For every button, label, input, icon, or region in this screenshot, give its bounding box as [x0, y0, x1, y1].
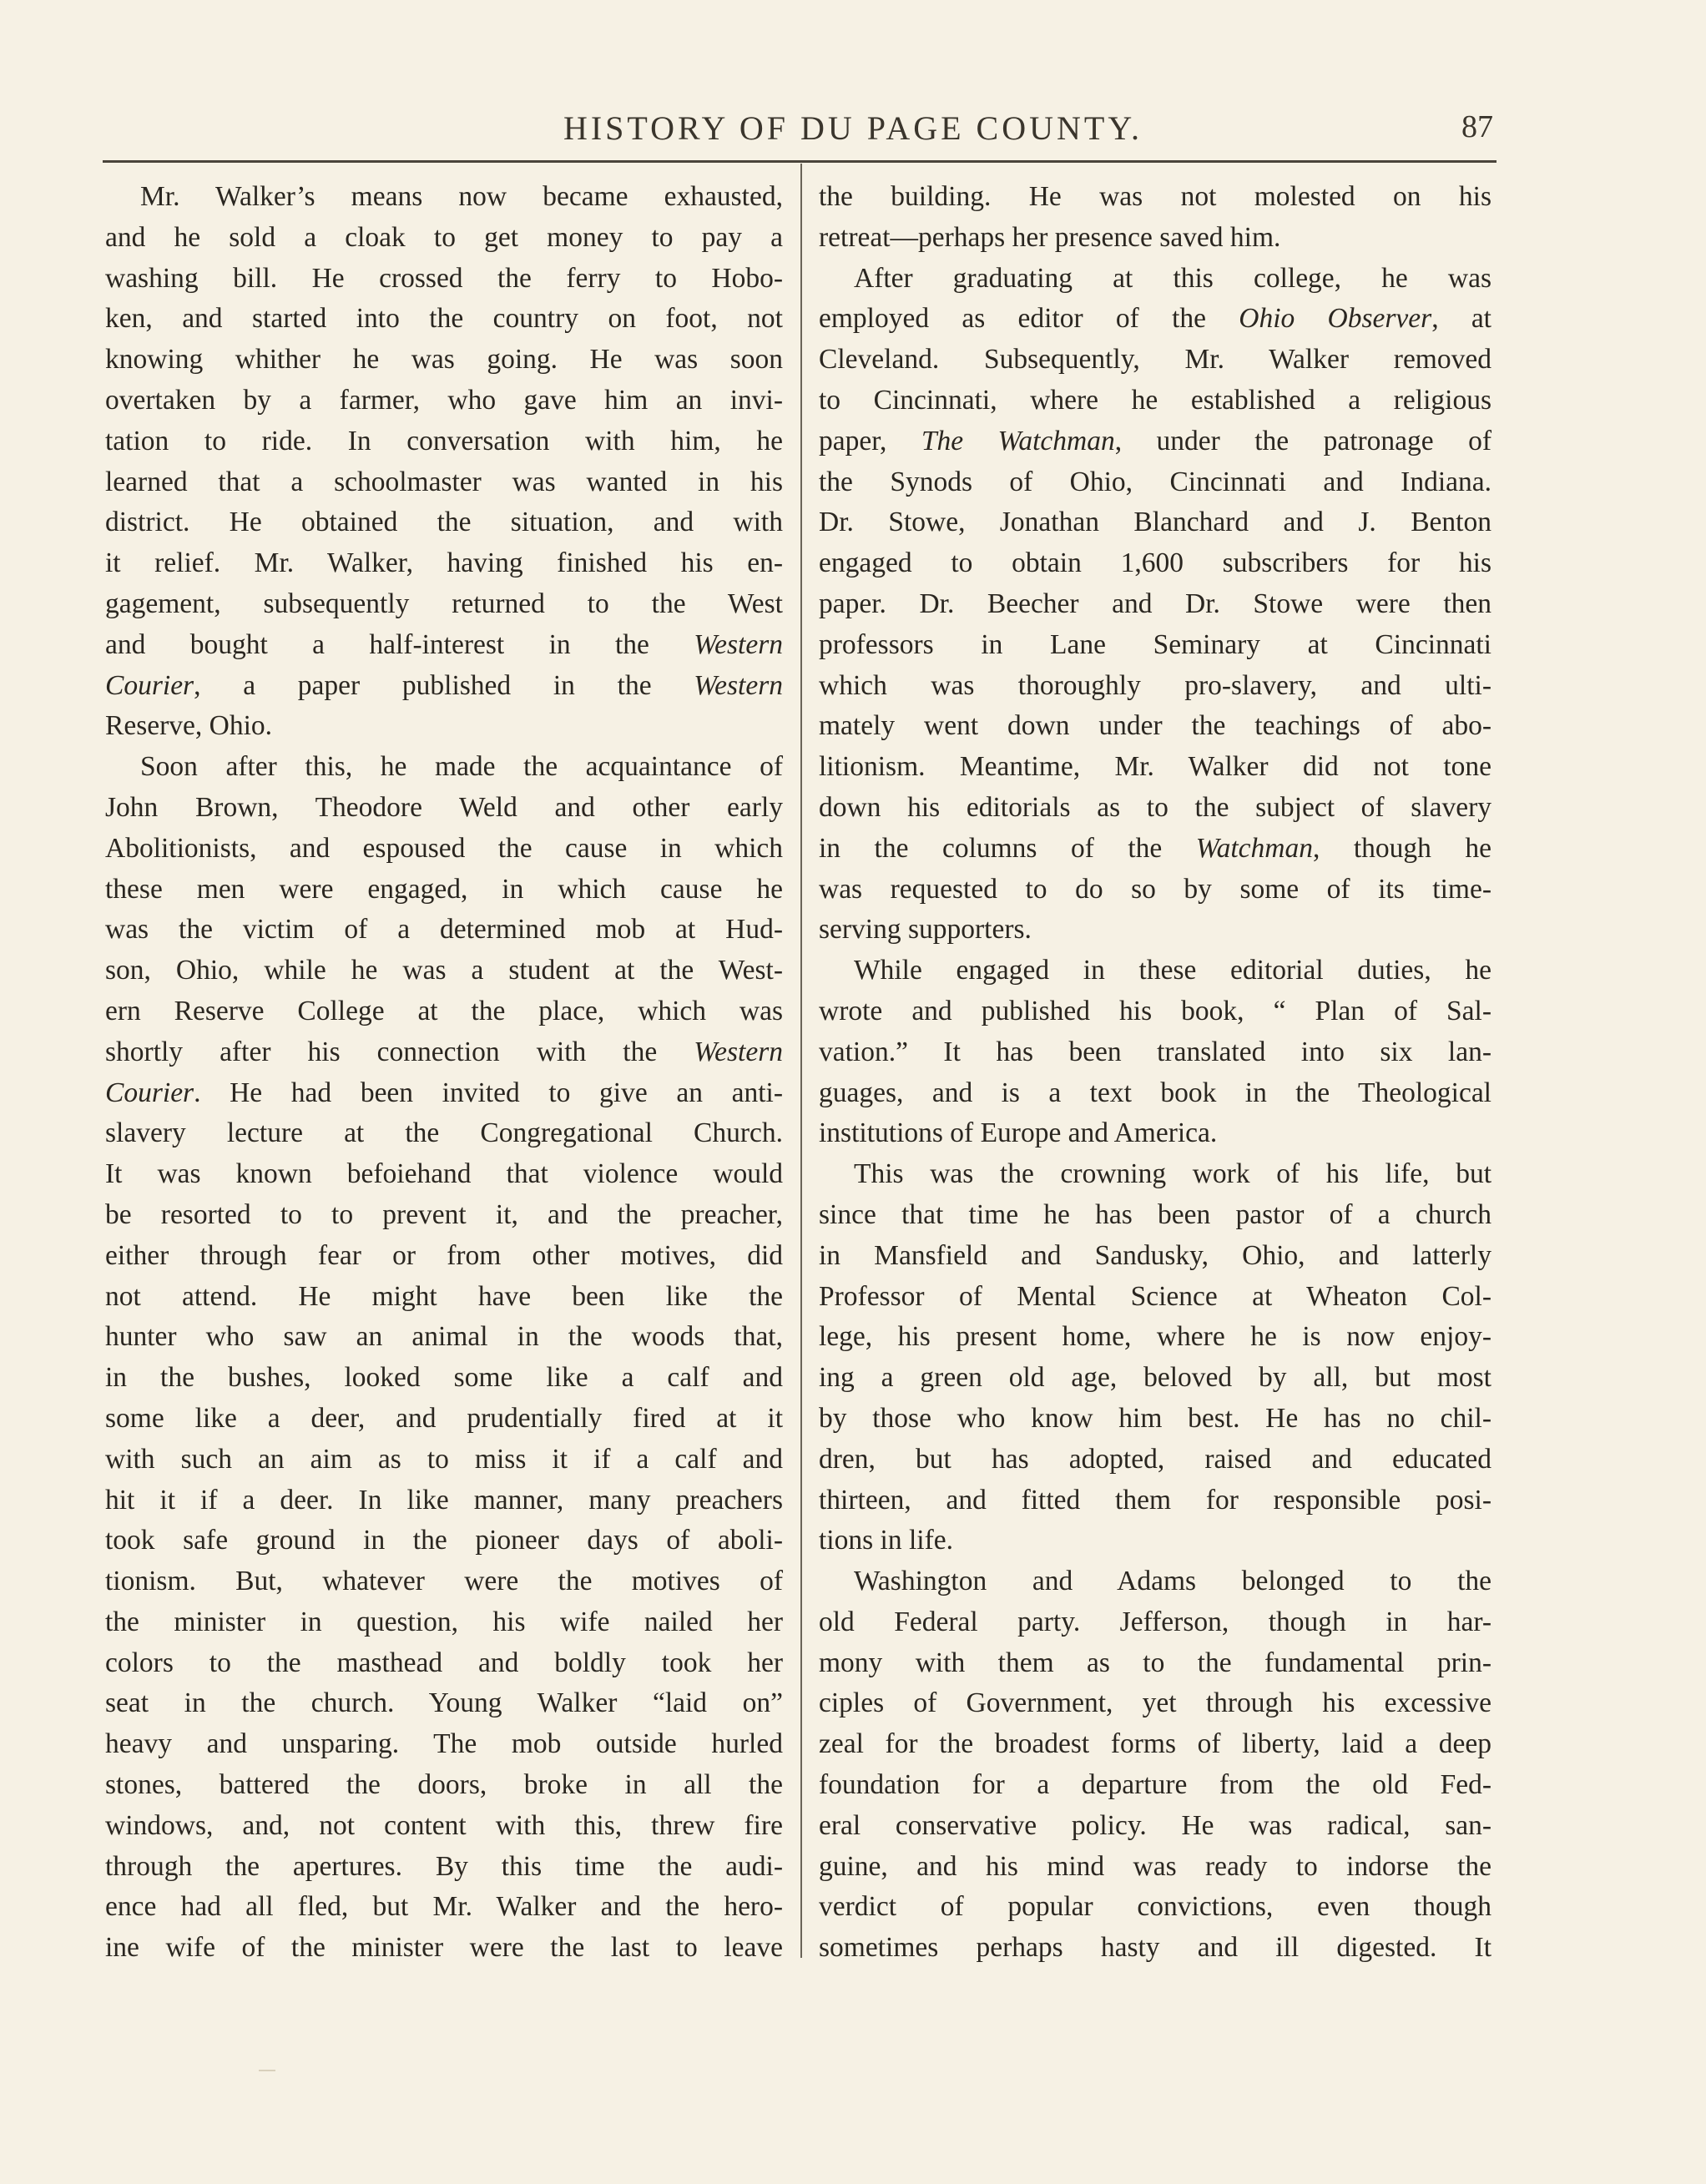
text-line: and he sold a cloak to get money to pay a: [105, 221, 783, 253]
text-line: in Mansfield and Sandusky, Ohio, and latterly: [819, 1239, 1491, 1271]
text-line: was the victim of a determined mob at Hud-: [105, 914, 783, 946]
text-line: employed as editor of the Ohio Observer, at: [819, 303, 1491, 335]
text-line: shortly after his connection with the Western: [105, 1036, 783, 1067]
text-line: sometimes perhaps hasty and ill digested. It: [819, 1932, 1491, 1964]
text-line: son, Ohio, while he was a student at the West-: [105, 955, 783, 986]
text-line: the building. He was not molested on his: [819, 181, 1491, 212]
text-line: stones, battered the doors, broke in all the: [105, 1769, 783, 1801]
text-line: thirteen, and fitted them for responsible posi-: [819, 1484, 1491, 1516]
text-line: ken, and started into the country on foot, not: [105, 303, 783, 335]
text-line: Abolitionists, and espoused the cause in which: [105, 832, 783, 864]
text-line: ern Reserve College at the place, which was: [105, 995, 783, 1026]
text-line: Mr. Walker’s means now became exhausted,: [140, 181, 783, 212]
text-line: vation.” It has been translated into six lan-: [819, 1036, 1491, 1067]
text-line: learned that a schoolmaster was wanted in his: [105, 466, 783, 497]
text-line: it relief. Mr. Walker, having finished his en-: [105, 547, 783, 579]
text-line: tation to ride. In conversation with him, he: [105, 425, 783, 456]
text-line: foundation for a departure from the old Fed-: [819, 1769, 1491, 1801]
text-line: It was known befoiehand that violence would: [105, 1158, 783, 1190]
text-line: which was thoroughly pro-slavery, and ulti-: [819, 669, 1491, 701]
text-line: institutions of Europe and America.: [819, 1117, 1218, 1149]
text-line: gagement, subsequently returned to the West: [105, 588, 783, 619]
text-line: lege, his present home, where he is now enjoy-: [819, 1321, 1491, 1353]
text-line: wrote and published his book, “ Plan of Sal-: [819, 995, 1491, 1026]
text-line: ciples of Government, yet through his excessive: [819, 1687, 1491, 1719]
text-line: the minister in question, his wife nailed her: [105, 1606, 783, 1637]
text-line: zeal for the broadest forms of liberty, laid a deep: [819, 1728, 1491, 1760]
page-header: [0, 102, 1706, 152]
text-line: Professor of Mental Science at Wheaton Col-: [819, 1280, 1491, 1312]
text-line: be resorted to to prevent it, and the preacher,: [105, 1198, 783, 1230]
text-line: Courier. He had been invited to give an anti-: [105, 1077, 783, 1108]
text-line: hunter who saw an animal in the woods that,: [105, 1321, 783, 1353]
right-text-column: [819, 177, 1491, 1969]
page-number: 87: [1461, 109, 1493, 144]
text-line: ine wife of the minister were the last to leave: [105, 1932, 783, 1964]
text-line: knowing whither he was going. He was soon: [105, 344, 783, 376]
text-line: with such an aim as to miss it if a calf and: [105, 1443, 783, 1475]
column-divider: [800, 164, 802, 1958]
text-line: John Brown, Theodore Weld and other early: [105, 791, 783, 823]
text-line: professors in Lane Seminary at Cincinnati: [819, 628, 1491, 660]
text-line: Courier, a paper published in the Western: [105, 669, 783, 701]
text-line: ence had all fled, but Mr. Walker and the hero-: [105, 1891, 783, 1923]
text-line: retreat—perhaps her presence saved him.: [819, 221, 1281, 253]
text-line: serving supporters.: [819, 914, 1032, 946]
text-line: While engaged in these editorial duties, he: [854, 955, 1491, 986]
text-line: down his editorials as to the subject of slavery: [819, 791, 1491, 823]
text-line: washing bill. He crossed the ferry to Hobo-: [105, 262, 783, 294]
text-line: Dr. Stowe, Jonathan Blanchard and J. Benton: [819, 507, 1491, 538]
text-line: guine, and his mind was ready to indorse the: [819, 1850, 1491, 1882]
text-line: not attend. He might have been like the: [105, 1280, 783, 1312]
text-line: Cleveland. Subsequently, Mr. Walker removed: [819, 344, 1491, 376]
text-line: since that time he has been pastor of a church: [819, 1198, 1491, 1230]
text-line: took safe ground in the pioneer days of aboli-: [105, 1525, 783, 1556]
text-line: the Synods of Ohio, Cincinnati and Indiana.: [819, 466, 1491, 497]
text-line: in the bushes, looked some like a calf and: [105, 1362, 783, 1394]
text-line: these men were engaged, in which cause he: [105, 873, 783, 905]
text-line: paper. Dr. Beecher and Dr. Stowe were then: [819, 588, 1491, 619]
text-line: was requested to do so by some of its time-: [819, 873, 1491, 905]
text-line: After graduating at this college, he was: [854, 262, 1491, 294]
running-title: HISTORY OF DU PAGE COUNTY.: [563, 109, 1143, 147]
text-line: This was the crowning work of his life, but: [854, 1158, 1491, 1190]
left-text-column: [105, 177, 783, 1969]
text-line: in the columns of the Watchman, though he: [819, 832, 1491, 864]
text-line: seat in the church. Young Walker “laid on”: [105, 1687, 783, 1719]
header-rule: [103, 160, 1497, 163]
text-line: colors to the masthead and boldly took her: [105, 1647, 783, 1678]
text-line: mony with them as to the fundamental prin-: [819, 1647, 1491, 1678]
text-line: old Federal party. Jefferson, though in har-: [819, 1606, 1491, 1637]
paper-mark: [259, 2070, 275, 2071]
text-line: some like a deer, and prudentially fired at it: [105, 1402, 783, 1434]
text-line: guages, and is a text book in the Theological: [819, 1077, 1491, 1108]
text-line: heavy and unsparing. The mob outside hurled: [105, 1728, 783, 1760]
text-line: mately went down under the teachings of abo-: [819, 710, 1491, 742]
text-line: paper, The Watchman, under the patronage of: [819, 425, 1491, 456]
text-line: ing a green old age, beloved by all, but most: [819, 1362, 1491, 1394]
text-line: engaged to obtain 1,600 subscribers for his: [819, 547, 1491, 579]
text-line: verdict of popular convictions, even though: [819, 1891, 1491, 1923]
text-line: through the apertures. By this time the audi-: [105, 1850, 783, 1882]
text-line: slavery lecture at the Congregational Church.: [105, 1117, 783, 1149]
text-line: hit it if a deer. In like manner, many preachers: [105, 1484, 783, 1516]
text-line: tions in life.: [819, 1525, 953, 1556]
text-line: eral conservative policy. He was radical, san-: [819, 1809, 1491, 1841]
text-line: by those who know him best. He has no chil-: [819, 1402, 1491, 1434]
text-line: tionism. But, whatever were the motives of: [105, 1566, 783, 1597]
text-line: litionism. Meantime, Mr. Walker did not tone: [819, 751, 1491, 783]
text-line: Washington and Adams belonged to the: [854, 1566, 1491, 1597]
text-line: Reserve, Ohio.: [105, 710, 273, 742]
text-line: overtaken by a farmer, who gave him an invi-: [105, 384, 783, 416]
text-line: either through fear or from other motives, did: [105, 1239, 783, 1271]
text-line: and bought a half-interest in the Western: [105, 628, 783, 660]
text-line: dren, but has adopted, raised and educated: [819, 1443, 1491, 1475]
text-line: district. He obtained the situation, and with: [105, 507, 783, 538]
text-line: windows, and, not content with this, threw fire: [105, 1809, 783, 1841]
text-line: to Cincinnati, where he established a religious: [819, 384, 1491, 416]
text-line: Soon after this, he made the acquaintance of: [140, 751, 783, 783]
